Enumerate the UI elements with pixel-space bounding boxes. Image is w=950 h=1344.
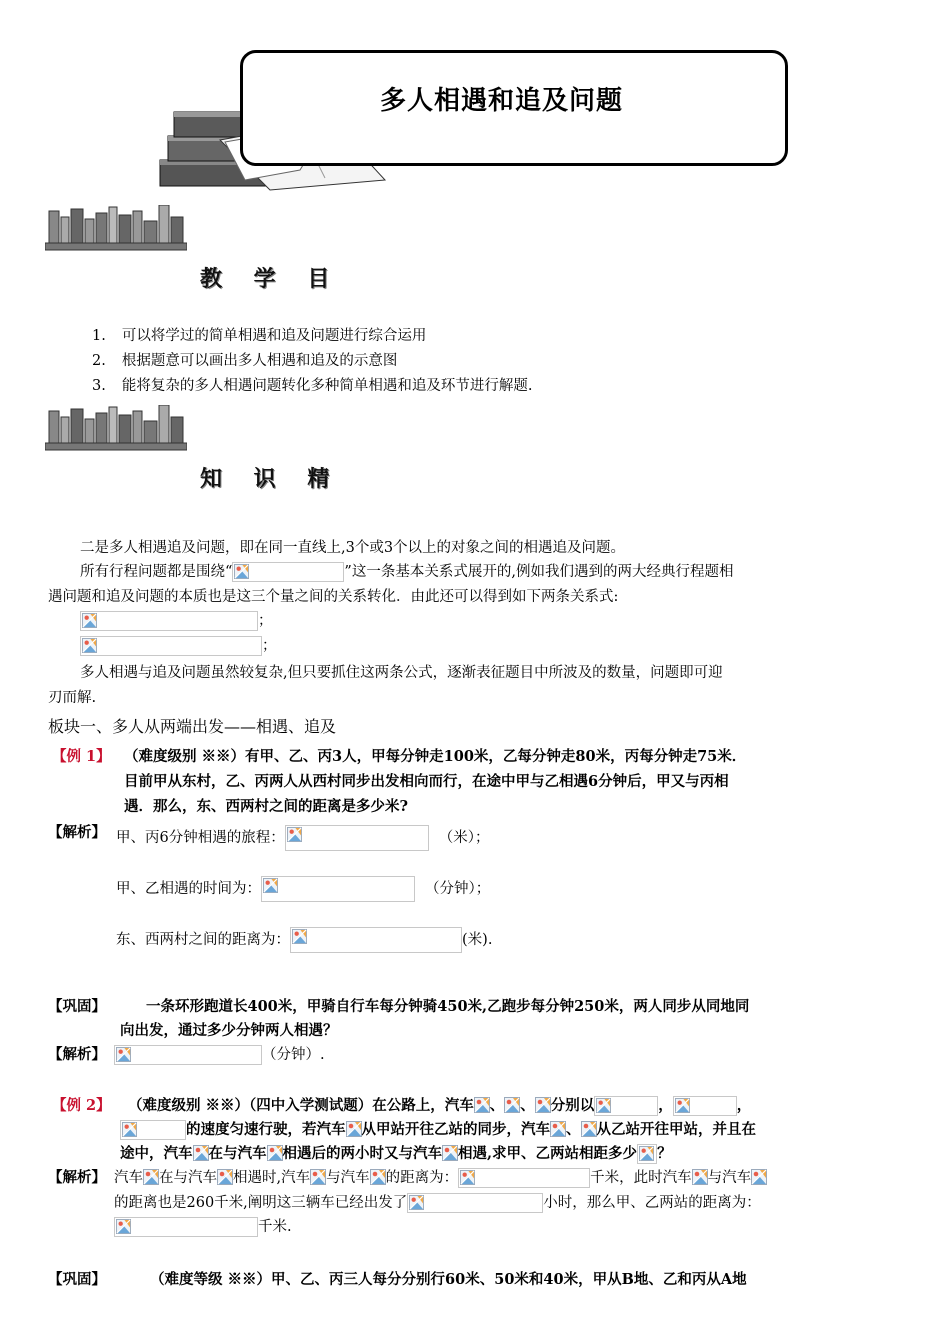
- solution-label: 【解析】: [48, 1169, 106, 1186]
- goal-item-1: 1. 可以将学过的简单相遇和追及问题进行综合运用: [92, 328, 427, 344]
- broken-image-icon: [346, 1121, 362, 1137]
- paragraph-3: 多人相遇与追及问题虽然较复杂,但只要抓住这两条公式，逐渐表征题目中所波及的数量，问题即可迎: [80, 665, 723, 681]
- paragraph-2: 所有行程问题都是围绕“ ”这一条基本关系式展开的,例如我们遇到的两大经典行程题相: [80, 564, 734, 580]
- solution-1-line-3: 东、西两村之间的距离为： (米).: [116, 927, 492, 953]
- formula-image: [261, 876, 415, 902]
- formula-image: [458, 1168, 590, 1188]
- broken-image-icon: [675, 1098, 690, 1113]
- broken-image-icon: [193, 1145, 209, 1161]
- consolidation-label: 【巩固】: [48, 1271, 106, 1288]
- solution-1-line-1: 甲、丙6分钟相遇的旅程： （米）；: [116, 825, 489, 851]
- example-2-line-1: （难度级别 ※※）（四中入学测试题）在公路上，汽车 、 、 分别以 ， ，: [128, 1097, 752, 1114]
- solution-label: 【解析】: [48, 1046, 106, 1063]
- example-2-line-3: 途中，汽车 在与汽车 相遇后的两小时又与汽车 相遇,求甲、乙两站相距多少 ？: [120, 1145, 672, 1162]
- example-2-solution-line-1: 汽车 在与汽车 相遇时,汽车 与汽车 的距离为： 千米，此时汽车 与汽车: [114, 1168, 767, 1188]
- broken-image-icon: [234, 564, 249, 579]
- formula-image: [114, 1217, 258, 1237]
- section-heading-teaching-goals: 教 学 目: [200, 267, 342, 292]
- formula-image: [80, 611, 258, 631]
- goal-item-2: 2. 根据题意可以画出多人相遇和追及的示意图: [92, 353, 398, 369]
- broken-image-icon: [370, 1169, 386, 1185]
- broken-image-icon: [639, 1146, 654, 1161]
- example-1-line-3: 遇．那么，东、西两村之间的距离是多少米?: [124, 798, 408, 815]
- section-heading-knowledge: 知 识 精: [200, 467, 342, 492]
- formula-image: [285, 825, 429, 851]
- broken-image-icon: [581, 1121, 597, 1137]
- broken-image-icon: [263, 878, 278, 893]
- example-1-line-1: （难度级别 ※※）有甲、乙、丙3人，甲每分钟走100米，乙每分钟走80米，丙每分钟走75米．: [124, 748, 747, 765]
- broken-image-icon: [267, 1145, 283, 1161]
- bookshelf-icon: [45, 205, 187, 255]
- formula-image: [120, 1120, 186, 1140]
- broken-image-icon: [460, 1170, 475, 1185]
- broken-image-icon: [550, 1121, 566, 1137]
- formula-image: [673, 1096, 737, 1116]
- solution-label: 【解析】: [48, 824, 106, 841]
- consolidation-1-line-2: 向出发，通过多少分钟两人相遇？: [120, 1022, 338, 1039]
- broken-image-icon: [474, 1097, 490, 1113]
- broken-image-icon: [217, 1169, 233, 1185]
- bookshelf-icon: [45, 405, 187, 455]
- consolidation-label: 【巩固】: [48, 998, 106, 1015]
- broken-image-icon: [116, 1047, 131, 1062]
- formula-image: [80, 636, 262, 656]
- broken-image-icon: [504, 1097, 520, 1113]
- consolidation-2-line-1: （难度等级 ※※）甲、乙、丙三人每分分别行60米、50米和40米，甲从B地、乙和丙从A地: [150, 1271, 747, 1288]
- formula-image: [407, 1193, 543, 1213]
- solution-1-line-2: 甲、乙相遇的时间为： （分钟）；: [116, 876, 490, 902]
- broken-image-icon: [143, 1169, 159, 1185]
- page-title: 多人相遇和追及问题: [380, 86, 624, 116]
- formula-image: [114, 1045, 262, 1065]
- formula-line-1: ；: [80, 611, 273, 631]
- broken-image-icon: [409, 1195, 424, 1210]
- paragraph-2-cont: 遇问题和追及问题的本质也是这三个量之间的关系转化．由此还可以得到如下两条关系式:: [48, 589, 619, 605]
- formula-image: [232, 562, 344, 582]
- example-2-solution-line-3: 千米.: [114, 1217, 292, 1237]
- example-label: 【例 1】: [52, 748, 111, 765]
- broken-image-icon: [442, 1145, 458, 1161]
- broken-image-icon: [692, 1169, 708, 1185]
- example-label: 【例 2】: [52, 1097, 111, 1114]
- broken-image-icon: [122, 1122, 137, 1137]
- goal-item-3: 3. 能将复杂的多人相遇问题转化多种简单相遇和追及环节进行解题.: [92, 378, 533, 394]
- broken-image-icon: [596, 1098, 611, 1113]
- example-2-line-2: 的速度匀速行驶，若汽车 从甲站开往乙站的同步，汽车 、 从乙站开往甲站，并且在: [120, 1120, 756, 1140]
- paragraph-3-cont: 刃而解.: [48, 690, 97, 706]
- broken-image-icon: [292, 929, 307, 944]
- broken-image-icon: [751, 1169, 767, 1185]
- broken-image-icon: [287, 827, 302, 842]
- example-1-line-2: 目前甲从东村，乙、丙两人从西村同步出发相向而行，在途中甲与乙相遇6分钟后，甲又与丙相: [124, 773, 729, 790]
- formula-image: [290, 927, 462, 953]
- block-heading-1: 板块一、多人从两端出发——相遇、追及: [48, 717, 337, 736]
- consolidation-1-solution: （分钟）.: [114, 1045, 325, 1065]
- broken-image-icon: [116, 1219, 131, 1234]
- broken-image-icon: [82, 638, 97, 653]
- formula-image: [637, 1144, 657, 1164]
- formula-line-2: ；: [80, 636, 277, 656]
- consolidation-1-line-1: 一条环形跑道长400米，甲骑自行车每分钟骑450米,乙跑步每分钟250米，两人同步从同地同: [146, 998, 750, 1015]
- formula-image: [594, 1096, 658, 1116]
- broken-image-icon: [535, 1097, 551, 1113]
- broken-image-icon: [82, 613, 97, 628]
- broken-image-icon: [310, 1169, 326, 1185]
- paragraph-1: 二是多人相遇追及问题，即在同一直线上,3个或3个以上的对象之间的相遇追及问题。: [80, 540, 626, 556]
- example-2-solution-line-2: 的距离也是260千米,阐明这三辆车已经出发了 小时，那么甲、乙两站的距离为：: [114, 1195, 761, 1211]
